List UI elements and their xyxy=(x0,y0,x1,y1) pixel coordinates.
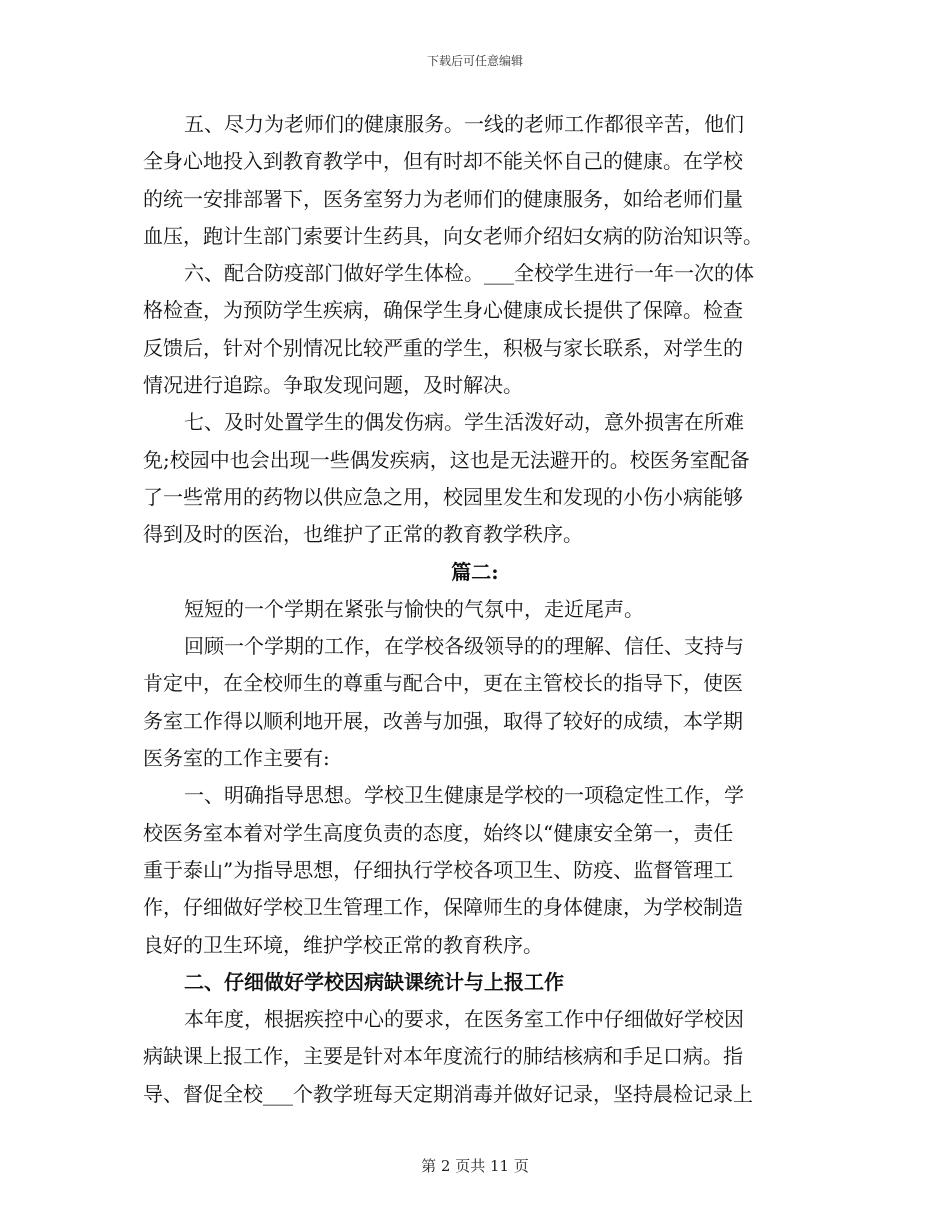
text-line: 七、及时处置学生的偶发伤病。学生活泼好动，意外损害在所难 xyxy=(184,410,744,435)
document-body xyxy=(143,106,807,1113)
text-line: 反馈后，针对个别情况比较严重的学生，积极与家长联系，对学生的 xyxy=(143,335,743,360)
text-line: 本年度，根据疾控中心的要求，在医务室工作中仔细做好学校因 xyxy=(184,1007,744,1032)
text-line: 情况进行追踪。争取发现问题，及时解决。 xyxy=(143,373,523,398)
page-footer: 第 2 页共 11 页 xyxy=(421,1157,529,1175)
text-line: 的统一安排部署下，医务室努力为老师们的健康服务，如给老师们量 xyxy=(143,186,743,211)
text-line: 校医务室本着对学生高度负责的态度，始终以“健康安全第一，责任 xyxy=(143,820,734,845)
section-heading: 篇二: xyxy=(451,559,499,584)
text-line: 良好的卫生环境，维护学校正常的教育秩序。 xyxy=(143,932,543,957)
bold-subheading-line: 二、仔细做好学校因病缺课统计与上报工作 xyxy=(184,969,564,994)
text-line: 医务室的工作主要有: xyxy=(143,746,330,771)
text-line: 全身心地投入到教育教学中，但有时却不能关怀自己的健康。在学校 xyxy=(143,149,743,174)
text-line: 短短的一个学期在紧张与愉快的气氛中，走近尾声。 xyxy=(184,596,644,621)
text-line: 病缺课上报工作，主要是针对本年度流行的肺结核病和手足口病。指 xyxy=(143,1044,743,1069)
text-line: 肯定中，在全校师生的尊重与配合中，更在主管校长的指导下，使医 xyxy=(143,671,743,696)
text-line: 一、明确指导思想。学校卫生健康是学校的一项稳定性工作，学 xyxy=(184,783,744,808)
text-line: 务室工作得以顺利地开展，改善与加强，取得了较好的成绩，本学期 xyxy=(143,708,743,733)
text-line: 六、配合防疫部门做好学生体检。___全校学生进行一年一次的体 xyxy=(184,261,754,286)
text-line: 五、尽力为老师们的健康服务。一线的老师工作都很辛苦，他们 xyxy=(184,112,744,136)
text-line: 免;校园中也会出现一些偶发疾病，这也是无法避开的。校医务室配备 xyxy=(143,447,750,472)
text-line: 得到及时的医治，也维护了正常的教育教学秩序。 xyxy=(143,522,583,547)
text-line: 血压，跑计生部门索要计生药具，向女老师介绍妇女病的防治知识等。 xyxy=(143,223,763,248)
page-header: 下载后可任意编辑 xyxy=(426,54,523,68)
text-line: 作，仔细做好学校卫生管理工作，保障师生的身体健康，为学校制造 xyxy=(143,895,743,920)
text-line: 导、督促全校___个教学班每天定期消毒并做好记录，坚持晨检记录上 xyxy=(143,1081,753,1106)
text-line: 重于泰山”为指导思想，仔细执行学校各项卫生、防疫、监督管理工 xyxy=(143,857,734,882)
text-line: 回顾一个学期的工作，在学校各级领导的的理解、信任、支持与 xyxy=(184,634,744,659)
text-line: 格检查，为预防学生疾病，确保学生身心健康成长提供了保障。检查 xyxy=(143,298,743,323)
text-line: 了一些常用的药物以供应急之用，校园里发生和发现的小伤小病能够 xyxy=(143,484,743,509)
